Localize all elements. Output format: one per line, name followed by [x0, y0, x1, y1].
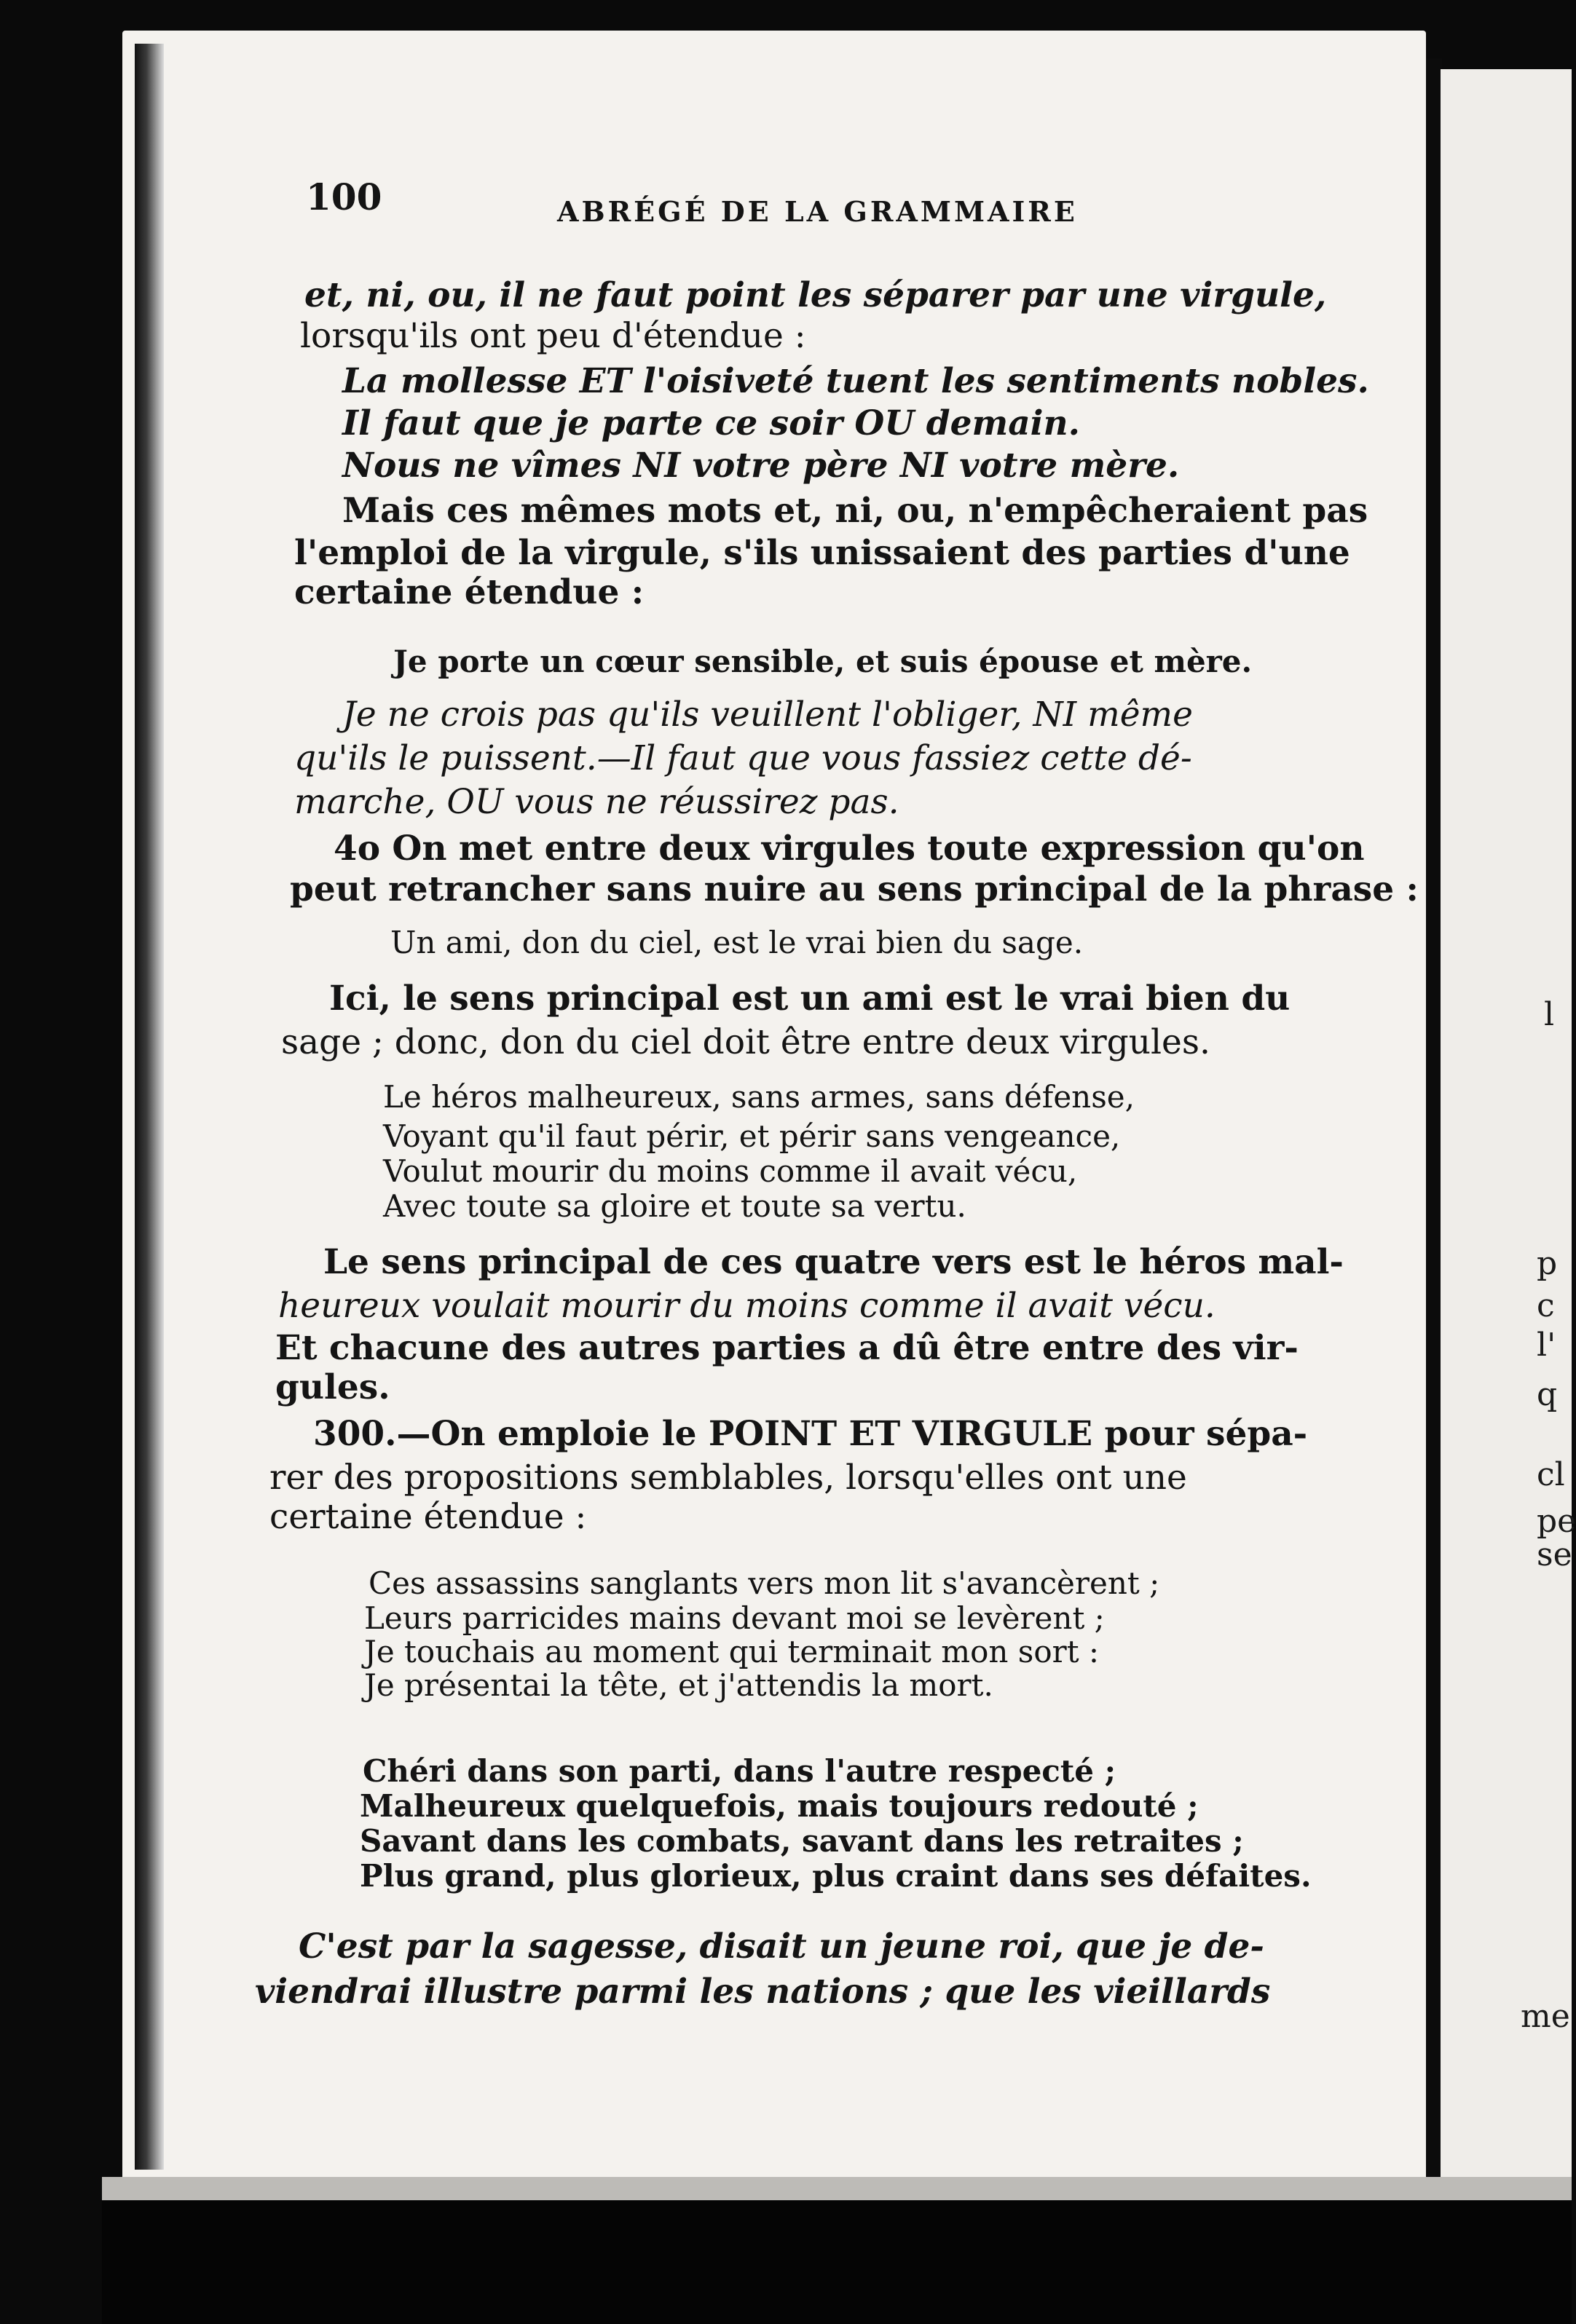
right-page-fragment: c — [1537, 1287, 1555, 1324]
text-line: viendrai illustre parmi les nations ; que les vieillards — [255, 1972, 1271, 2012]
page-divider — [1426, 58, 1442, 2191]
verse-line: Plus grand, plus glorieux, plus craint dans ses défaites. — [360, 1858, 1312, 1894]
text-line: gules. — [275, 1367, 390, 1407]
text-line: sage ; donc, don du ciel doit être entre deux virgules. — [281, 1022, 1210, 1062]
book-gutter — [135, 44, 164, 2170]
running-title: ABRÉGÉ DE LA GRAMMAIRE — [557, 195, 1078, 228]
text-line: lorsqu'ils ont peu d'étendue : — [300, 316, 806, 356]
text-line: Je ne crois pas qu'ils veuillent l'obliger, NI même — [342, 695, 1193, 735]
right-page-fragment: cl — [1537, 1456, 1565, 1493]
quote-line: Je porte un cœur sensible, et suis épouse et mère. — [393, 644, 1253, 679]
text-line: certaine étendue : — [294, 572, 645, 612]
verse-line: Avec toute sa gloire et toute sa vertu. — [383, 1188, 966, 1224]
text-line: l'emploi de la virgule, s'ils unissaient des parties d'une — [294, 533, 1350, 573]
text-line: peut retrancher sans nuire au sens principal de la phrase : — [290, 869, 1419, 909]
right-page-fragment: q — [1537, 1376, 1558, 1413]
text-line: 300.—On emploie le POINT ET VIRGULE pour sépa- — [313, 1414, 1308, 1454]
text-line: et, ni, ou, il ne faut point les séparer par une virgule, — [304, 275, 1327, 315]
text-line: certaine étendue : — [269, 1497, 587, 1537]
text-line: rer des propositions semblables, lorsqu'elles ont une — [269, 1458, 1187, 1498]
scan-border — [102, 2200, 1572, 2324]
text-line: Il faut que je parte ce soir OU demain. — [342, 403, 1081, 443]
verse-line: Malheureux quelquefois, mais toujours redouté ; — [360, 1788, 1199, 1824]
text-line: marche, OU vous ne réussirez pas. — [294, 782, 899, 822]
text-line: La mollesse ET l'oisiveté tuent les sentiments nobles. — [342, 361, 1369, 401]
verse-line: Voyant qu'il faut périr, et périr sans vengeance, — [383, 1118, 1121, 1154]
right-page-fragment: se — [1537, 1536, 1572, 1573]
text-line: Le sens principal de ces quatre vers est le héros mal- — [323, 1242, 1344, 1282]
right-page-fragment: p — [1537, 1245, 1558, 1282]
text-line: C'est par la sagesse, disait un jeune roi, que je de- — [299, 1926, 1264, 1967]
page-bottom-edge — [102, 2177, 1572, 2200]
verse-line: Je présentai la tête, et j'attendis la mort. — [364, 1667, 993, 1703]
right-page — [1441, 69, 1572, 2202]
text-line: Mais ces mêmes mots et, ni, ou, n'empêcheraient pas — [342, 491, 1368, 531]
text-line: Et chacune des autres parties a dû être entre des vir- — [275, 1328, 1299, 1368]
verse-line: Le héros malheureux, sans armes, sans défense, — [383, 1079, 1135, 1115]
right-page-fragment: me — [1521, 1998, 1570, 2035]
text-line: qu'ils le puissent.—Il faut que vous fassiez cette dé- — [294, 738, 1192, 778]
right-page-fragment: pe — [1537, 1503, 1576, 1540]
page-number: 100 — [306, 175, 382, 218]
text-line: heureux voulait mourir du moins comme il avait vécu. — [278, 1286, 1216, 1326]
verse-line: Chéri dans son parti, dans l'autre respecté ; — [363, 1753, 1116, 1789]
verse-line: Voulut mourir du moins comme il avait vécu, — [383, 1153, 1078, 1189]
verse-line: Ces assassins sanglants vers mon lit s'avancèrent ; — [369, 1565, 1160, 1601]
verse-line: Je touchais au moment qui terminait mon sort : — [364, 1634, 1100, 1669]
verse-line: Savant dans les combats, savant dans les retraites ; — [360, 1823, 1244, 1859]
text-line: Nous ne vîmes NI votre père NI votre mère. — [342, 446, 1180, 486]
right-page-fragment: l' — [1537, 1327, 1556, 1364]
text-line: Ici, le sens principal est un ami est le vrai bien du — [329, 979, 1291, 1019]
quote-line: Un ami, don du ciel, est le vrai bien du sage. — [390, 925, 1084, 960]
text-line: 4o On met entre deux virgules toute expression qu'on — [334, 829, 1365, 869]
right-page-fragment: l — [1544, 996, 1555, 1033]
verse-line: Leurs parricides mains devant moi se levèrent ; — [364, 1600, 1105, 1636]
